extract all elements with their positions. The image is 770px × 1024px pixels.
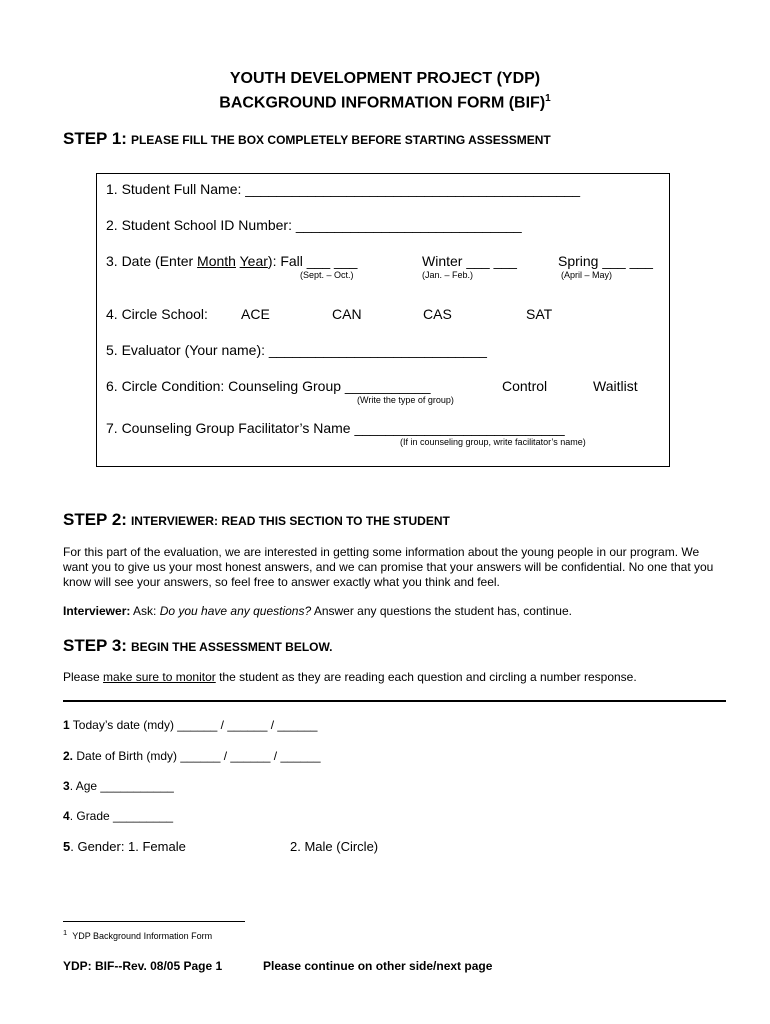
date-fall: ): Fall ___ ___ (267, 253, 358, 269)
q4-number: 4 (63, 809, 70, 823)
step2-heading (63, 510, 450, 530)
step2-instruction: INTERVIEWER: READ THIS SECTION TO THE STUDENT (130, 514, 450, 528)
date-spring-field[interactable]: Spring ___ ___ (558, 253, 653, 269)
school-option-can[interactable]: CAN (332, 306, 362, 322)
step1-heading (63, 129, 551, 149)
step3-instruction: BEGIN THE ASSESSMENT BELOW. (130, 640, 333, 654)
date-winter-field[interactable]: Winter ___ ___ (422, 253, 517, 269)
facilitator-name-field[interactable]: 7. Counseling Group Facilitator’s Name ___________________________ (106, 420, 565, 436)
step3-label: STEP 3: (63, 636, 127, 655)
form-title-text: BACKGROUND INFORMATION FORM (BIF) (219, 94, 546, 112)
grade-field[interactable] (63, 809, 173, 823)
footer-page-info: YDP: BIF--Rev. 08/05 Page 1 (63, 959, 223, 973)
school-option-sat[interactable]: SAT (526, 306, 553, 322)
winter-note: (Jan. – Feb.) (422, 270, 474, 280)
footnote-rule (63, 921, 245, 922)
condition-waitlist-option[interactable]: Waitlist (593, 378, 638, 394)
monitor-emphasis: make sure to monitor (103, 670, 216, 684)
q5-number: 5 (63, 839, 71, 854)
q1-text: Today’s date (mdy) ______ / ______ / ______ (69, 718, 318, 732)
monitor-rest: the student as they are reading each question and circling a number response. (215, 670, 637, 684)
form-title-line1: YOUTH DEVELOPMENT PROJECT (YDP) (229, 70, 541, 87)
footnote-number: 1 (63, 928, 68, 937)
ask-question: Do you have any questions? (159, 604, 312, 618)
section-divider (63, 700, 726, 702)
interviewer-label: Interviewer: (63, 604, 131, 618)
footer-continue: Please continue on other side/next page (263, 959, 493, 973)
monitor-please: Please (63, 670, 104, 684)
date-prefix: 3. Date (Enter (106, 253, 198, 269)
ask-label: Ask: (130, 604, 160, 618)
school-option-ace[interactable]: ACE (241, 306, 270, 322)
q2-number: 2. (63, 749, 74, 763)
student-full-name-field[interactable]: 1. Student Full Name: ___________________________________________ (106, 181, 581, 197)
date-of-birth-field[interactable] (63, 749, 321, 763)
facilitator-note: (If in counseling group, write facilitator’s name) (400, 437, 586, 447)
circle-school-label: 4. Circle School: (106, 306, 208, 322)
fall-note: (Sept. – Oct.) (300, 270, 354, 280)
student-id-field[interactable]: 2. Student School ID Number: _____________________________ (106, 217, 522, 233)
footnote (63, 928, 212, 941)
counseling-group-field[interactable]: 6. Circle Condition: Counseling Group ___________ (106, 378, 431, 394)
step2-label: STEP 2: (63, 510, 127, 529)
q4-text: . Grade _________ (69, 809, 174, 823)
date-year-word: Year (239, 253, 268, 269)
ask-rest: Answer any questions the student has, continue. (311, 604, 572, 618)
step2-paragraph: For this part of the evaluation, we are interested in getting some information about the young people in our program. We want you to give us your most honest answers, and we can promise that your answers will be confidential. No one that you know will see your answers, so feel free to answer exactly what you think and feel. (63, 545, 714, 589)
q2-text: Date of Birth (mdy) ______ / ______ / ______ (73, 749, 321, 763)
gender-female-option[interactable] (63, 839, 186, 854)
footnote-marker: 1 (545, 93, 551, 104)
gender-male-option[interactable]: 2. Male (Circle) (290, 839, 379, 854)
evaluator-name-field[interactable]: 5. Evaluator (Your name): ____________________________ (106, 342, 487, 358)
group-type-note: (Write the type of group) (357, 395, 454, 405)
footnote-text: YDP Background Information Form (72, 931, 213, 941)
date-fall-field[interactable] (106, 253, 357, 269)
interviewer-instruction (63, 604, 572, 618)
todays-date-field[interactable] (63, 718, 317, 732)
step1-label: STEP 1: (63, 129, 127, 148)
monitor-instruction (63, 670, 637, 684)
q3-text: . Age ___________ (69, 779, 174, 793)
form-title-line2 (0, 93, 770, 112)
age-field[interactable] (63, 779, 174, 793)
school-option-cas[interactable]: CAS (423, 306, 452, 322)
step1-instruction: PLEASE FILL THE BOX COMPLETELY BEFORE STARTING ASSESSMENT (130, 133, 551, 147)
step3-heading (63, 636, 333, 656)
q3-number: 3 (63, 779, 70, 793)
spring-note: (April – May) (561, 270, 613, 280)
q1-number: 1 (63, 718, 70, 732)
q5-text: . Gender: 1. Female (70, 839, 186, 854)
condition-control-option[interactable]: Control (502, 378, 548, 394)
date-month-word: Month (197, 253, 236, 269)
